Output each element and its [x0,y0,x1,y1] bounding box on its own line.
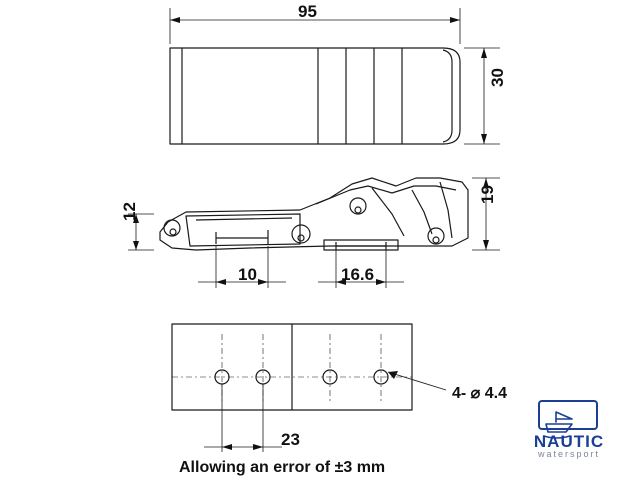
logo-badge-frame [538,400,598,430]
dim-label-side-right-height: 19 [478,185,497,204]
dim-label-hole-spacing-bottom: 23 [281,430,300,449]
dim-label-side-left-height: 12 [120,202,139,221]
hole-callout-leader [388,371,446,390]
tolerance-note: Allowing an error of ±3 mm [179,459,386,476]
logo-brand-text: NAUTIC [533,432,605,451]
top-view-outline [170,48,460,144]
dim-label-hole-callout: 4- ⌀ 4.4 [452,385,507,402]
brand-logo [510,400,628,462]
dim-label-overall-length: 95 [298,2,317,21]
dim-label-hole-spacing-center: 16.6 [341,265,375,284]
side-view-outline [160,178,468,250]
dim-30 [464,48,500,144]
bottom-view-outline [172,324,412,410]
dim-label-overall-height: 30 [488,68,507,87]
dim-23 [204,384,282,452]
dim-label-hole-spacing-left: 10 [238,265,257,284]
logo-tagline-text: watersport [537,449,601,459]
